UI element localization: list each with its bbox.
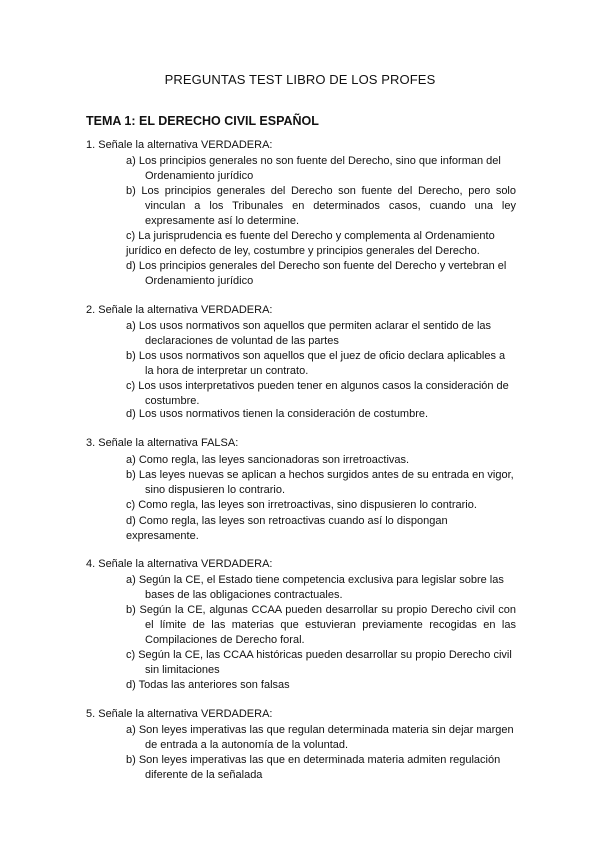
question-4-option-a: a) Según la CE, el Estado tiene competencia exclusiva para legislar sobre las bases de las obligaciones contractuales. [126,574,504,601]
question-3-heading: 3. Señale la alternativa FALSA: [86,437,239,449]
question-2-option-c: c) Los usos interpretativos pueden tener en algunos casos la consideración de costumbre. [126,380,509,407]
question-4-option-c: c) Según la CE, las CCAA históricas pueden desarrollar su propio Derecho civil sin limitaciones [126,649,512,676]
page-title: PREGUNTAS TEST LIBRO DE LOS PROFES [164,72,436,87]
question-3-option-b: b) Las leyes nuevas se aplican a hechos surgidos antes de su entrada en vigor, sino dispusieren lo contrario. [126,469,514,496]
question-5-heading: 5. Señale la alternativa VERDADERA: [86,708,273,720]
question-2-heading: 2. Señale la alternativa VERDADERA: [86,304,273,316]
question-2-option-a: a) Los usos normativos son aquellos que permiten aclarar el sentido de las declaraciones de voluntad de las partes [126,320,492,347]
question-3-option-d: d) Como regla, las leyes son retroactivas cuando así lo dispongan expresamente. [126,515,448,542]
question-4-heading: 4. Señale la alternativa VERDADERA: [86,558,273,570]
question-3-option-c: c) Como regla, las leyes son irretroactivas, sino dispusieren lo contrario. [126,499,477,511]
question-5-option-b: b) Son leyes imperativas las que en determinada materia admiten regulación diferente de la señalada [126,754,501,781]
question-2-option-b: b) Los usos normativos son aquellos que el juez de oficio declara aplicables a la hora de interpretar un contrato. [126,350,506,377]
question-5-option-a: a) Son leyes imperativas las que regulan determinada materia sin dejar margen de entrada a la autonomía de la voluntad. [126,724,514,751]
question-4-option-b: b) Según la CE, algunas CCAA pueden desarrollar su propio Derecho civil con el límite de las materias que estuvieran previamente recogidas en las Compilaciones de Derecho foral. [126,604,516,646]
question-1-option-c: c) La jurisprudencia es fuente del Derecho y complementa al Ordenamiento jurídico en defecto de ley, costumbre y principios generales del Derecho. [126,230,495,257]
question-4-option-d: d) Todas las anteriores son falsas [126,679,290,691]
question-3-option-a: a) Como regla, las leyes sancionadoras son irretroactivas. [126,454,410,466]
section-heading: TEMA 1: EL DERECHO CIVIL ESPAÑOL [86,114,319,128]
question-1-heading: 1. Señale la alternativa VERDADERA: [86,139,273,151]
question-2-option-d: d) Los usos normativos tienen la consideración de costumbre. [126,408,429,420]
question-1-option-b: b) Los principios generales del Derecho son fuente del Derecho, pero solo vinculan a los Tribunales en determinados casos, cuando una ley expresamente así lo determine. [126,185,516,227]
question-1-option-d: d) Los principios generales del Derecho son fuente del Derecho y vertebran el Ordenamiento jurídico [126,260,507,287]
question-1-option-a: a) Los principios generales no son fuente del Derecho, sino que informan del Ordenamiento jurídico [126,155,501,182]
